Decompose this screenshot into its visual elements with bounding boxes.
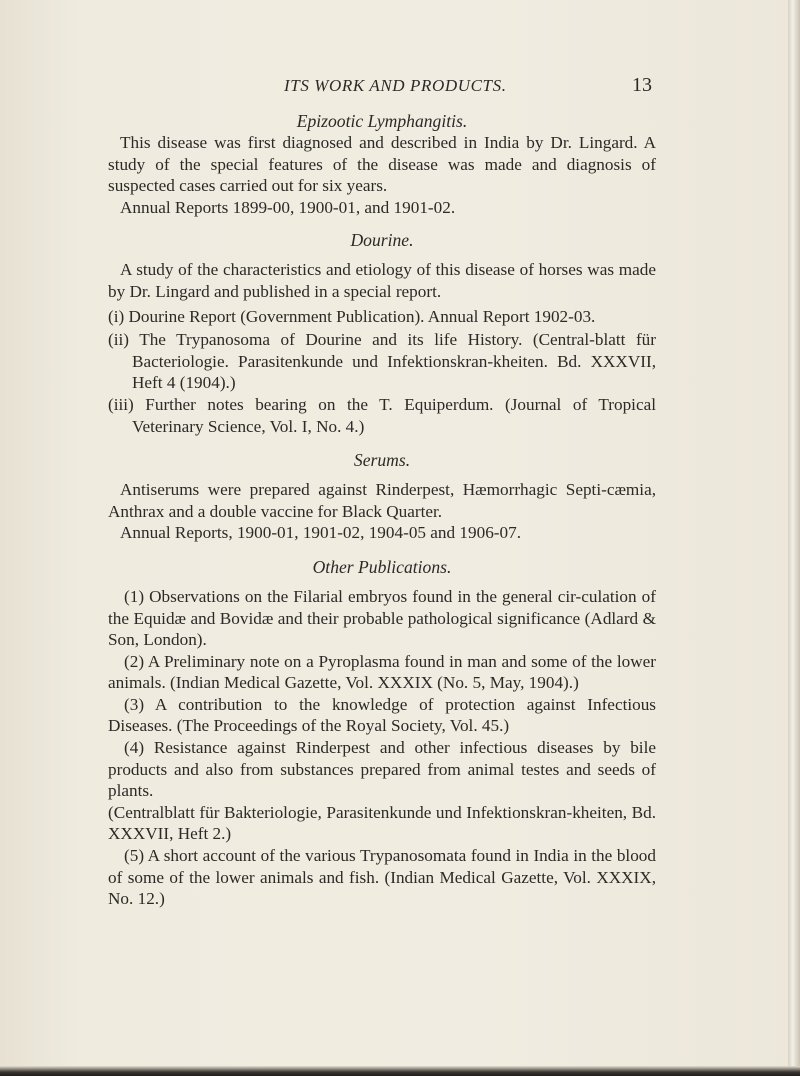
section-heading-dourine: Dourine. xyxy=(350,230,414,251)
list-item: (5) A short account of the various Trypanosomata found in India in the blood of some of the lower animals and fish. (Indian Medical Gazette, Vol. XXXIX, No. 12.) xyxy=(108,846,656,909)
paragraph: This disease was first diagnosed and described in India by Dr. Lingard. A study of the special features of the disease was made and diagnosis of suspected cases carried out for six years. xyxy=(108,133,656,196)
list-item: (2) A Preliminary note on a Pyroplasma found in man and some of the lower animals. (Indian Medical Gazette, Vol. XXXIX (No. 5, May, 1904).) xyxy=(108,651,656,693)
list-item: (iii) Further notes bearing on the T. Equiperdum. (Journal of Tropical Veterinary Science, Vol. I, No. 4.) xyxy=(108,394,656,436)
page-number: 13 xyxy=(632,74,652,96)
paragraph: A study of the characteristics and etiology of this disease of horses was made by Dr. Lingard and published in a special report. xyxy=(108,260,656,301)
paragraph: Antiserums were prepared against Rinderpest, Hæmorrhagic Septi-cæmia, Anthrax and a double vaccine for Black Quarter. xyxy=(108,480,656,521)
list-item: (1) Observations on the Filarial embryos found in the general cir-culation of the Equidæ and Bovidæ and their probable pathological significance (Adlard & Son, London). xyxy=(108,586,656,650)
list-item: (i) Dourine Report (Government Publication). Annual Report 1902-03. xyxy=(108,306,596,326)
list-item: (4) Resistance against Rinderpest and other infectious diseases by bile products and also from substances prepared from animal testes and seeds of plants. xyxy=(108,738,656,801)
list-item: (3) A contribution to the knowledge of protection against Infectious Diseases. (The Proceedings of the Royal Society, Vol. 45.) xyxy=(108,694,656,736)
body-text xyxy=(108,110,656,910)
section-heading-other-publications: Other Publications. xyxy=(312,556,452,577)
paragraph-reference: Annual Reports, 1900-01, 1901-02, 1904-05 and 1906-07. xyxy=(120,523,521,543)
list-item: (ii) The Trypanosoma of Dourine and its life History. (Central-blatt für Bacteriologie. Parasitenkunde und Infektionskran-kheiten. Bd. XXXVII, Heft 4 (1904).) xyxy=(108,330,656,393)
running-head: ITS WORK AND PRODUCTS. xyxy=(284,76,507,95)
page-header xyxy=(0,76,800,100)
list-item-continuation: (Centralblatt für Bakteriologie, Parasitenkunde und Infektionskran-kheiten, Bd. XXXVII, Heft 2.) xyxy=(108,802,656,844)
paragraph-reference: Annual Reports 1899-00, 1900-01, and 1901-02. xyxy=(120,197,456,217)
page-edge xyxy=(788,0,800,1076)
section-heading-epizootic: Epizootic Lymphangitis. xyxy=(296,111,468,131)
page-bottom-edge xyxy=(0,1066,800,1076)
section-heading-serums: Serums. xyxy=(353,450,411,471)
